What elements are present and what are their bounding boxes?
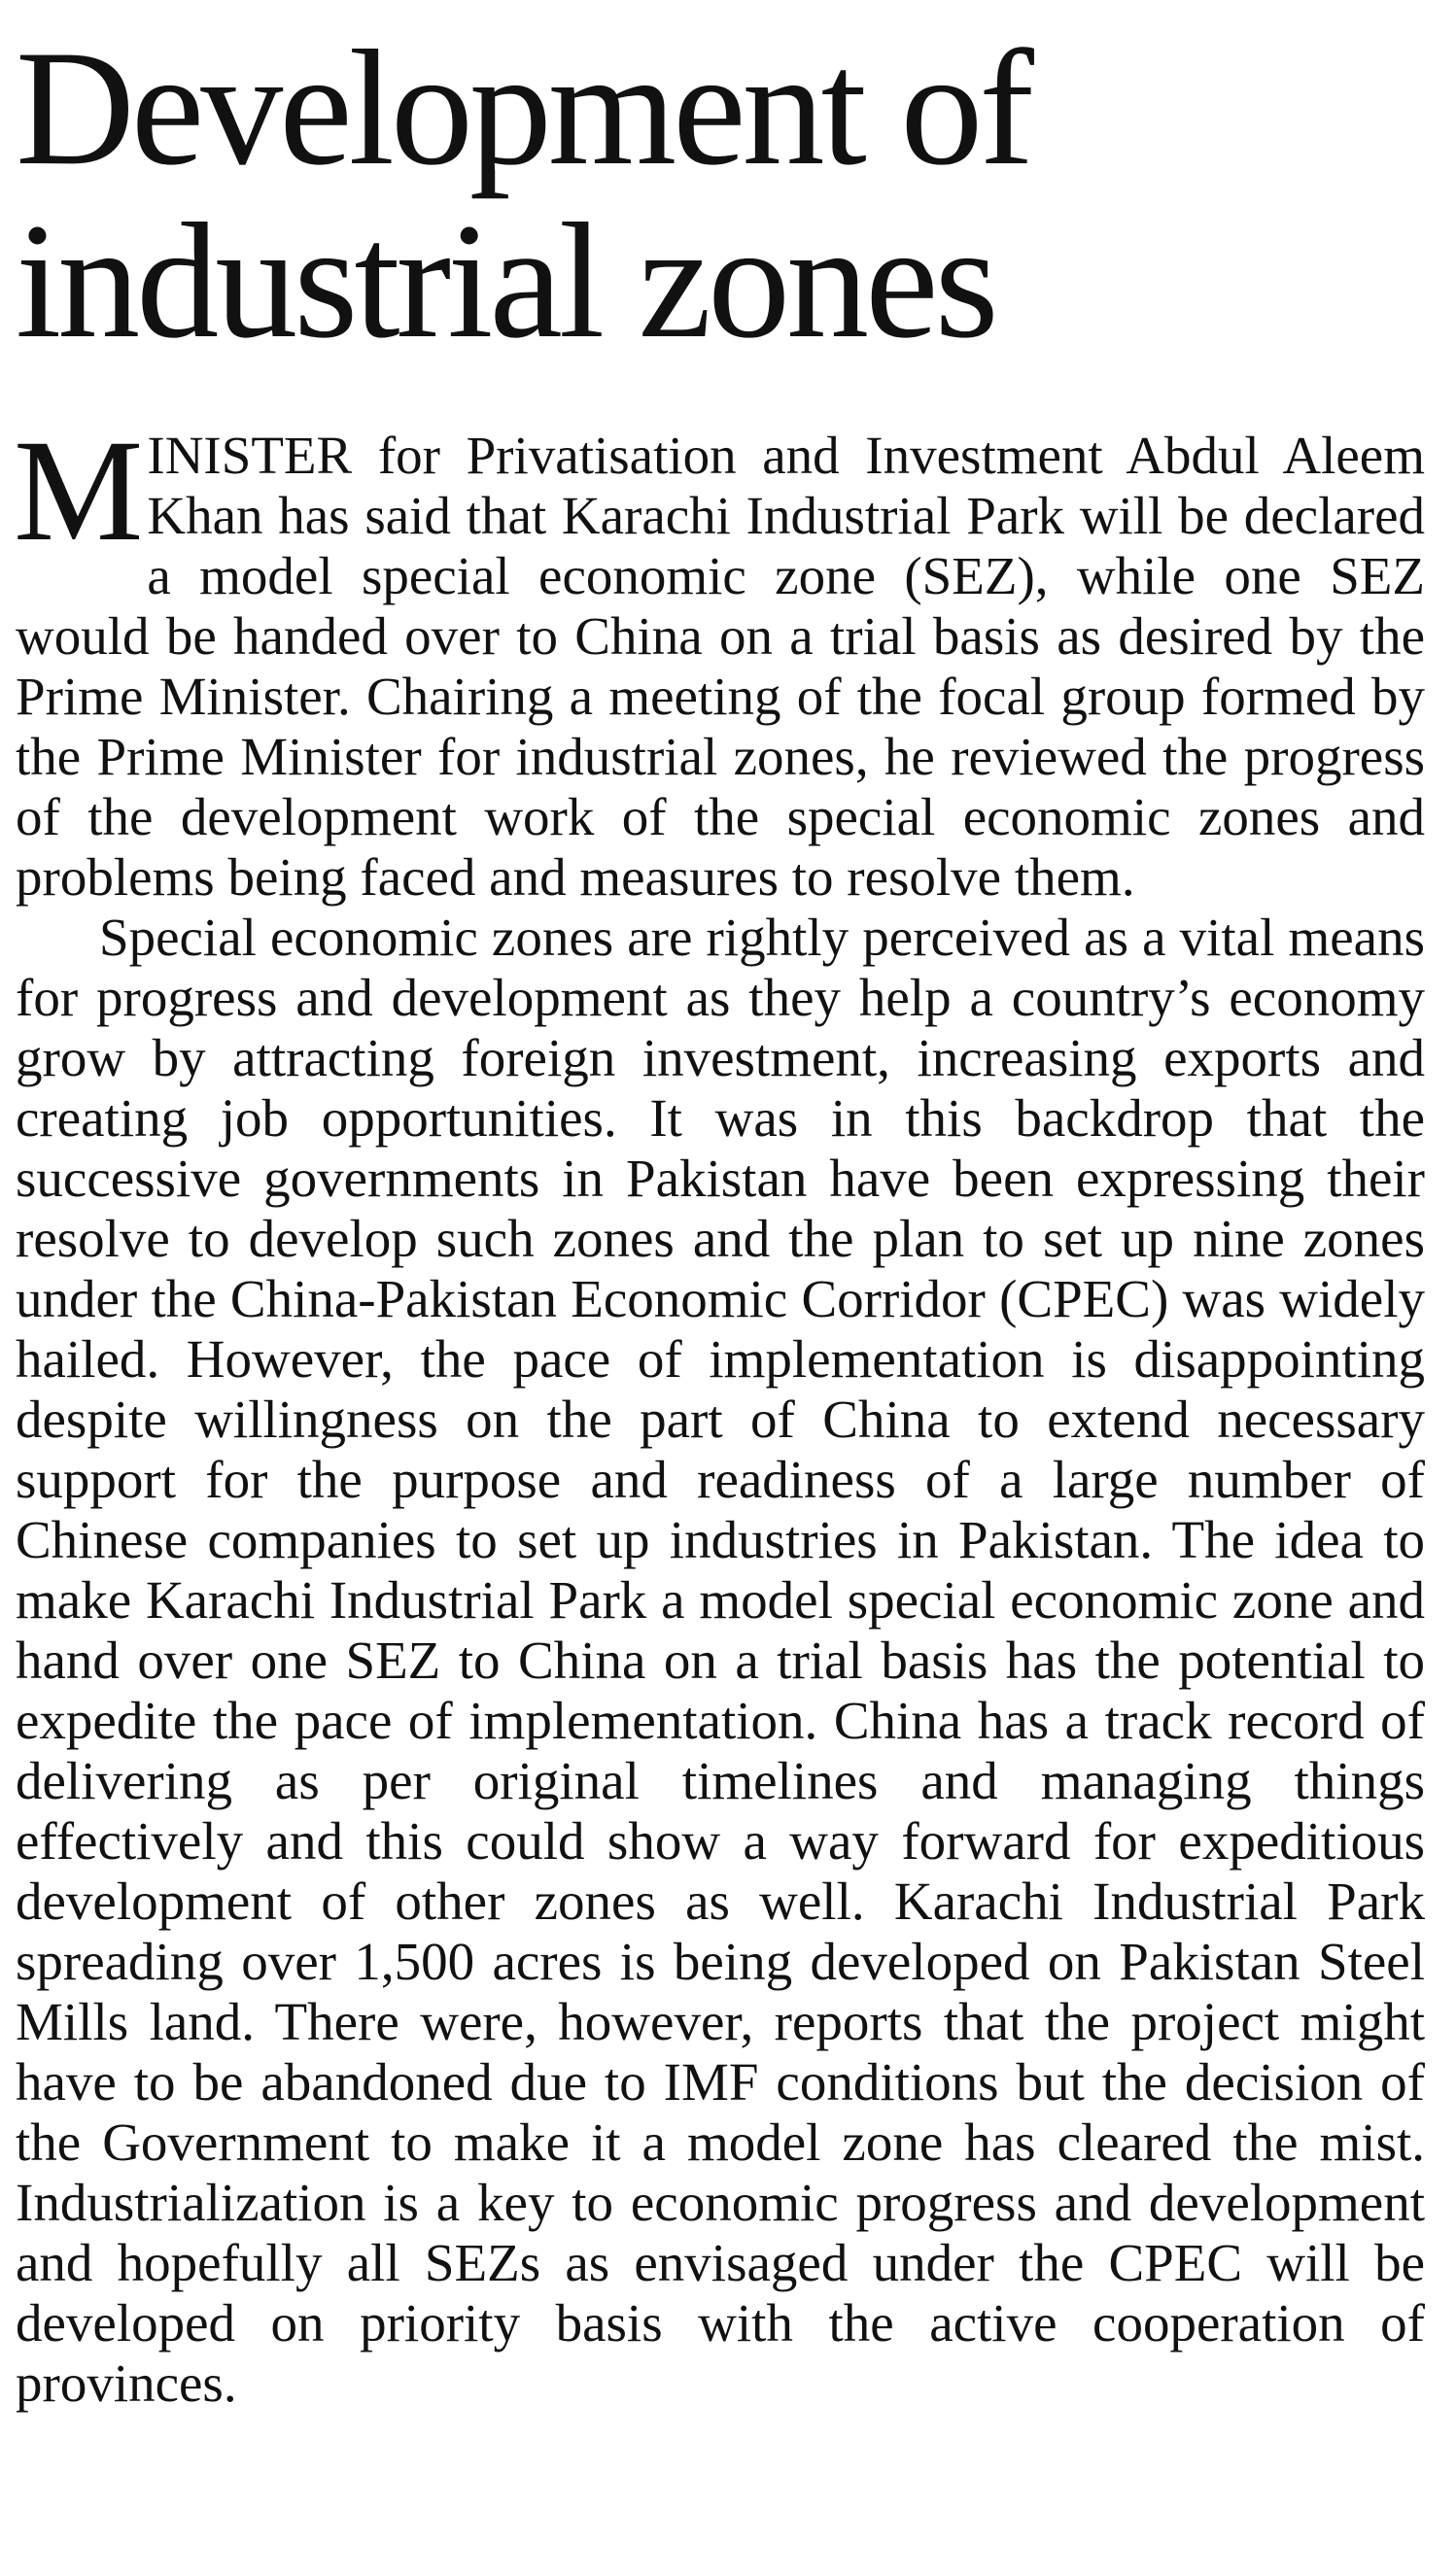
headline-line-1: Development of [16,17,1030,199]
headline-line-2: industrial zones [16,189,995,372]
article [16,0,1425,2414]
article-body [14,410,1425,2414]
drop-cap: M [14,410,144,571]
headline [16,17,1425,372]
paragraph-2: Special economic zones are rightly perceived as a vital means for progress and development as they help a country’s economy grow by attracting foreign investment, increasing exports and creating job opportunities. It was in this backdrop that the successive governments in Pakistan have been expressing their resolve to develop such zones and the plan to set up nine zones under the China-Pakistan Economic Corridor (CPEC) was widely hailed. However, the pace of implementation is disappointing despite willingness on the part of China to extend necessary support for the purpose and readiness of a large number of Chinese companies to set up industries in Pakistan. The idea to make Karachi Industrial Park a model special economic zone and hand over one SEZ to China on a trial basis has the potential to expedite the pace of implementation. China has a track record of delivering as per original timelines and managing things effectively and this could show a way forward for expeditious development of other zones as well. Karachi Industrial Park spreading over 1,500 acres is being developed on Pakistan Steel Mills land. There were, however, reports that the project might have to be abandoned due to IMF conditions but the decision of the Government to make it a model zone has cleared the mist. Industrialization is a key to economic progress and development and hopefully all SEZs as envisaged under the CPEC will be developed on priority basis with the active cooperation of provinces. [16,908,1425,2413]
paragraph-1 [14,410,1425,908]
paragraph-1-text: INISTER for Privatisation and Investment Abdul Aleem Khan has said that Karachi Industrial Park will be declared a model special economic zone (SEZ), while one SEZ would be handed over to China on a trial basis as desired by the Prime Minister. Chairing a meeting of the focal group formed by the Prime Minister for industrial zones, he reviewed the progress of the development work of the special economic zones and problems being faced and measures to resolve them. [16,426,1425,907]
